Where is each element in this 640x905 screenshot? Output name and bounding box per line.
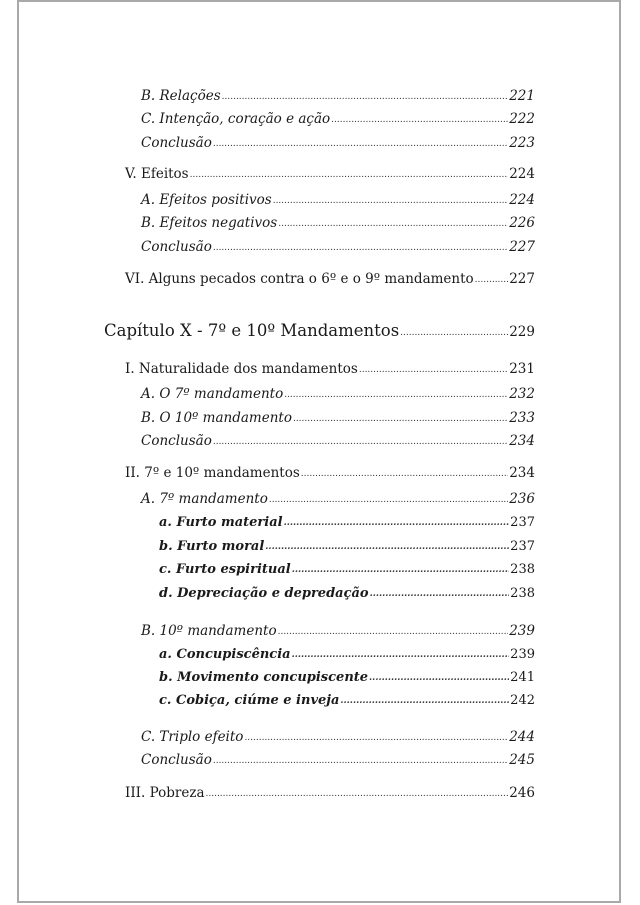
dot-leader xyxy=(340,692,509,710)
toc-entry-label: d. Depreciação e depredação xyxy=(159,586,369,601)
toc-page-number: 221 xyxy=(509,88,535,104)
toc-entry[interactable] xyxy=(159,585,535,604)
toc-entry[interactable] xyxy=(125,360,535,380)
toc-page-number: 227 xyxy=(509,239,535,255)
dot-leader xyxy=(301,465,508,483)
toc-page-number: 232 xyxy=(509,386,535,402)
toc-entry[interactable] xyxy=(141,214,535,234)
toc-page-number: 238 xyxy=(510,586,535,601)
dot-leader xyxy=(213,433,508,451)
dot-leader xyxy=(370,585,510,603)
toc-entry[interactable] xyxy=(159,692,535,711)
toc-entry-label: B. 10º mandamento xyxy=(141,623,277,639)
toc-entry[interactable] xyxy=(141,728,535,748)
dot-leader xyxy=(222,88,509,106)
dot-leader xyxy=(369,669,509,687)
dot-leader xyxy=(293,410,508,428)
toc-entry[interactable] xyxy=(159,514,535,533)
toc-entry[interactable] xyxy=(141,110,535,130)
toc-entry-label: C. Intenção, coração e ação xyxy=(141,111,331,127)
toc-page-number: 222 xyxy=(509,111,535,127)
toc-page-number: 239 xyxy=(510,647,535,662)
toc-page-number: 234 xyxy=(509,465,535,481)
toc-entry[interactable] xyxy=(125,270,535,290)
dot-leader xyxy=(213,135,508,153)
toc-entry[interactable] xyxy=(159,646,535,665)
toc-entry-label: c. Furto espiritual xyxy=(159,562,291,577)
toc-entry-label: a. Furto material xyxy=(159,515,283,530)
toc-entry-label: b. Movimento concupiscente xyxy=(159,670,369,685)
toc-entry-label: Conclusão xyxy=(141,752,212,768)
toc-entry-label: B. Efeitos negativos xyxy=(141,215,278,231)
toc-entry[interactable] xyxy=(141,87,535,107)
toc-page-number: 223 xyxy=(509,135,535,151)
toc-chapter-entry[interactable] xyxy=(104,320,535,345)
toc-page-number: 236 xyxy=(509,491,535,507)
toc-entry[interactable] xyxy=(125,784,535,804)
toc-page-number: 227 xyxy=(509,271,535,287)
dot-leader xyxy=(292,646,510,664)
dot-leader xyxy=(400,322,508,344)
dot-leader xyxy=(359,361,508,379)
dot-leader xyxy=(190,166,509,184)
toc-entry[interactable] xyxy=(159,538,535,557)
toc-page-number: 241 xyxy=(510,670,535,685)
toc-entry[interactable] xyxy=(141,134,535,154)
toc-entry-label: B. O 10º mandamento xyxy=(141,410,292,426)
toc-page-number: 229 xyxy=(509,324,535,340)
toc-entry-label: c. Cobiça, ciúme e inveja xyxy=(159,693,340,708)
toc-entry[interactable] xyxy=(141,622,535,642)
toc-entry-label: VI. Alguns pecados contra o 6º e o 9º mandamento xyxy=(125,271,474,287)
toc-entry-label: Conclusão xyxy=(141,433,212,449)
toc-entry[interactable] xyxy=(125,165,535,185)
toc-entry[interactable] xyxy=(125,464,535,484)
dot-leader xyxy=(213,239,508,257)
toc-entry-label: b. Furto moral xyxy=(159,539,265,554)
toc-page-number: 237 xyxy=(510,515,535,530)
dot-leader xyxy=(331,111,508,129)
toc-entry-label: Conclusão xyxy=(141,135,212,151)
toc-page-number: 246 xyxy=(509,785,535,801)
toc-page-number: 233 xyxy=(509,410,535,426)
toc-entry[interactable] xyxy=(141,191,535,211)
dot-leader xyxy=(273,192,509,210)
toc-entry-label: I. Naturalidade dos mandamentos xyxy=(125,361,358,377)
toc-entry-label: V. Efeitos xyxy=(125,166,189,182)
dot-leader xyxy=(284,386,508,404)
toc-page-number: 226 xyxy=(509,215,535,231)
toc-entry[interactable] xyxy=(141,490,535,510)
toc-page-number: 224 xyxy=(509,166,535,182)
toc-page-number: 234 xyxy=(509,433,535,449)
dot-leader xyxy=(244,729,508,747)
toc-entry[interactable] xyxy=(141,432,535,452)
toc-entry[interactable] xyxy=(141,751,535,771)
dot-leader xyxy=(269,491,508,509)
toc-entry-label: C. Triplo efeito xyxy=(141,729,244,745)
dot-leader xyxy=(284,514,510,532)
dot-leader xyxy=(265,538,509,556)
toc-entry-label: III. Pobreza xyxy=(125,785,205,801)
toc-page-number: 224 xyxy=(509,192,535,208)
dot-leader xyxy=(213,752,508,770)
toc-entry-label: A. Efeitos positivos xyxy=(141,192,272,208)
toc-entry-label: a. Concupiscência xyxy=(159,647,291,662)
toc-chapter-label: Capítulo X - 7º e 10º Mandamentos xyxy=(104,321,400,340)
toc-page-number: 244 xyxy=(509,729,535,745)
toc-entry[interactable] xyxy=(141,238,535,258)
toc-entry-label: II. 7º e 10º mandamentos xyxy=(125,465,300,481)
dot-leader xyxy=(475,271,509,289)
toc-entry-label: A. O 7º mandamento xyxy=(141,386,284,402)
dot-leader xyxy=(292,561,509,579)
dot-leader xyxy=(206,785,509,803)
toc-entry[interactable] xyxy=(159,669,535,688)
toc-entry-label: A. 7º mandamento xyxy=(141,491,268,507)
dot-leader xyxy=(278,215,508,233)
dot-leader xyxy=(278,623,509,641)
toc-page-number: 231 xyxy=(509,361,535,377)
toc-page-number: 238 xyxy=(510,562,535,577)
toc-page-number: 237 xyxy=(510,539,535,554)
toc-entry-label: Conclusão xyxy=(141,239,212,255)
toc-entry-label: B. Relações xyxy=(141,88,221,104)
toc-entry[interactable] xyxy=(159,561,535,580)
toc-page-number: 245 xyxy=(509,752,535,768)
toc-entry[interactable] xyxy=(141,385,535,405)
toc-page-number: 242 xyxy=(510,693,535,708)
toc-entry[interactable] xyxy=(141,409,535,429)
toc-page-number: 239 xyxy=(509,623,535,639)
